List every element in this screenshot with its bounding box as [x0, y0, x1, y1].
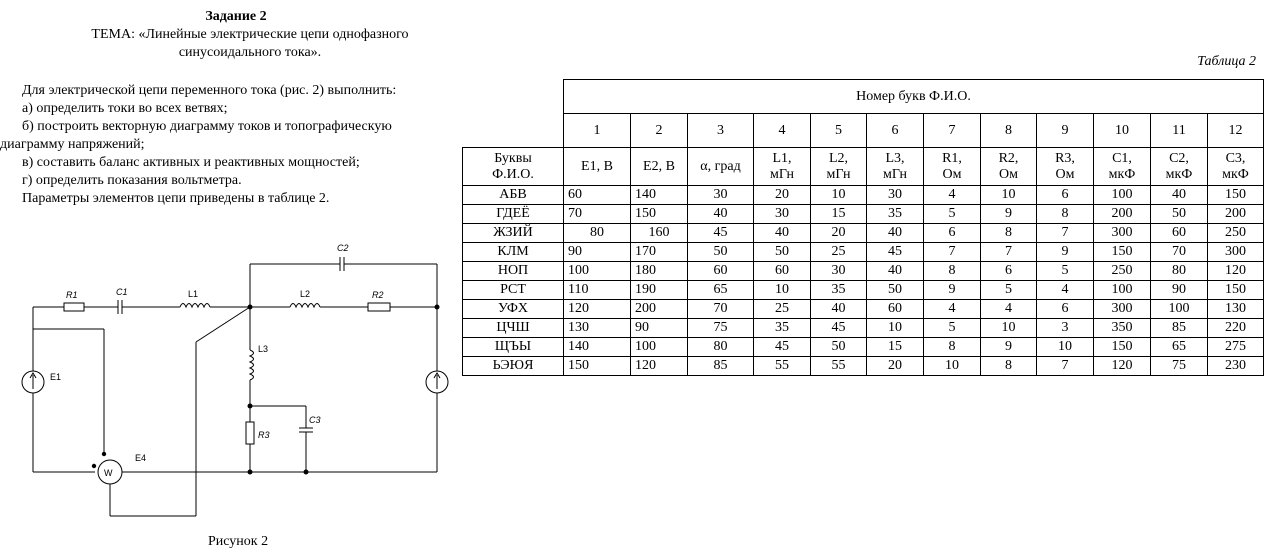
- column-number-cell: 5: [811, 114, 867, 148]
- value-cell: 65: [1151, 338, 1208, 357]
- value-cell: 8: [1037, 205, 1094, 224]
- value-cell: 160: [631, 224, 688, 243]
- value-cell: 20: [811, 224, 867, 243]
- parameters-table: [462, 79, 1264, 376]
- value-cell: 65: [688, 281, 754, 300]
- value-cell: 35: [811, 281, 867, 300]
- value-cell: 35: [754, 319, 811, 338]
- column-number-cell: 8: [981, 114, 1037, 148]
- param-header-name: R3,: [1055, 150, 1075, 166]
- value-cell: 150: [1208, 186, 1264, 205]
- column-number-cell: 9: [1037, 114, 1094, 148]
- table-row: [463, 319, 1264, 338]
- task-line: диаграмму напряжений;: [0, 137, 145, 152]
- label-r3: R3: [258, 430, 270, 440]
- value-cell: 9: [981, 338, 1037, 357]
- task-line: б) построить векторную диаграмму токов и топографическую: [22, 119, 392, 134]
- column-number-cell: 7: [924, 114, 981, 148]
- value-cell: 10: [867, 319, 924, 338]
- value-cell: 130: [1208, 300, 1264, 319]
- r1-resistor: [64, 303, 84, 311]
- param-header-cell: [1151, 148, 1208, 186]
- value-cell: 60: [754, 262, 811, 281]
- value-cell: 9: [924, 281, 981, 300]
- value-cell: 85: [688, 357, 754, 376]
- label-e1: E1: [50, 372, 62, 382]
- value-cell: 150: [1208, 281, 1264, 300]
- task-line: а) определить токи во всех ветвях;: [22, 101, 228, 116]
- task-line: Для электрической цепи переменного тока (рис. 2) выполнить:: [22, 83, 397, 98]
- value-cell: 55: [811, 357, 867, 376]
- value-cell: 230: [1208, 357, 1264, 376]
- value-cell: 10: [924, 357, 981, 376]
- value-cell: 45: [688, 224, 754, 243]
- param-header-cell: [631, 148, 688, 186]
- label-r1: R1: [66, 290, 78, 300]
- table-row: [463, 186, 1264, 205]
- letters-cell: УФХ: [463, 300, 564, 319]
- value-cell: 120: [631, 357, 688, 376]
- value-cell: 45: [867, 243, 924, 262]
- value-cell: 40: [754, 224, 811, 243]
- value-cell: 75: [688, 319, 754, 338]
- param-header-name: α, град: [700, 158, 741, 174]
- value-cell: 300: [1208, 243, 1264, 262]
- value-cell: 90: [1151, 281, 1208, 300]
- row-header-cell: [463, 148, 564, 186]
- r3-resistor: [246, 422, 254, 444]
- label-c2: C2: [337, 243, 349, 253]
- value-cell: 30: [754, 205, 811, 224]
- letters-cell: ЩЪЫ: [463, 338, 564, 357]
- value-cell: 90: [631, 319, 688, 338]
- value-cell: 40: [688, 205, 754, 224]
- value-cell: 110: [564, 281, 631, 300]
- value-cell: 25: [754, 300, 811, 319]
- value-cell: 75: [1151, 357, 1208, 376]
- param-header-name: R1,: [942, 150, 962, 166]
- value-cell: 100: [1094, 186, 1151, 205]
- letters-cell: ЬЭЮЯ: [463, 357, 564, 376]
- value-cell: 3: [1037, 319, 1094, 338]
- value-cell: 275: [1208, 338, 1264, 357]
- empty-corner-cell: [463, 80, 564, 148]
- value-cell: 150: [564, 357, 631, 376]
- value-cell: 100: [1151, 300, 1208, 319]
- value-cell: 45: [754, 338, 811, 357]
- value-cell: 60: [564, 186, 631, 205]
- param-header-cell: [754, 148, 811, 186]
- topic-line-1: ТЕМА: «Линейные электрические цепи однофазного: [91, 27, 409, 42]
- task-line: г) определить показания вольтметра.: [22, 173, 242, 188]
- param-header-unit: мГн: [826, 166, 851, 182]
- letters-cell: КЛМ: [463, 243, 564, 262]
- param-header-unit: мкФ: [1165, 166, 1193, 182]
- label-r2: R2: [372, 290, 384, 300]
- value-cell: 180: [631, 262, 688, 281]
- task-line: в) составить баланс активных и реактивных мощностей;: [22, 155, 360, 170]
- value-cell: 45: [811, 319, 867, 338]
- value-cell: 7: [924, 243, 981, 262]
- value-cell: 60: [1151, 224, 1208, 243]
- value-cell: 140: [631, 186, 688, 205]
- param-header-cell: [564, 148, 631, 186]
- value-cell: 50: [688, 243, 754, 262]
- value-cell: 200: [631, 300, 688, 319]
- column-number-cell: 3: [688, 114, 754, 148]
- param-header-unit: мГн: [883, 166, 907, 182]
- table-row: [463, 300, 1264, 319]
- param-header-unit: мГн: [770, 166, 794, 182]
- param-header-cell: [1208, 148, 1264, 186]
- param-header-name: С2,: [1169, 150, 1189, 166]
- param-header-cell: [1037, 148, 1094, 186]
- value-cell: 8: [981, 224, 1037, 243]
- value-cell: 190: [631, 281, 688, 300]
- r2-resistor: [368, 303, 390, 311]
- value-cell: 5: [981, 281, 1037, 300]
- param-header-unit: Ом: [999, 166, 1018, 182]
- value-cell: 130: [564, 319, 631, 338]
- value-cell: 15: [811, 205, 867, 224]
- param-header-cell: [867, 148, 924, 186]
- column-number-cell: 12: [1208, 114, 1264, 148]
- value-cell: 100: [1094, 281, 1151, 300]
- value-cell: 40: [811, 300, 867, 319]
- circuit-diagram: [0, 232, 460, 522]
- value-cell: 250: [1094, 262, 1151, 281]
- value-cell: 10: [981, 319, 1037, 338]
- value-cell: 30: [811, 262, 867, 281]
- param-header-name: L2,: [828, 150, 849, 166]
- param-header-unit: Ом: [1055, 166, 1075, 182]
- value-cell: 35: [867, 205, 924, 224]
- column-number-cell: 11: [1151, 114, 1208, 148]
- column-number-cell: 4: [754, 114, 811, 148]
- column-number-cell: 10: [1094, 114, 1151, 148]
- column-number-cell: 1: [564, 114, 631, 148]
- label-l1: L1: [188, 289, 199, 299]
- letters-cell: НОП: [463, 262, 564, 281]
- table-header-top: Номер букв Ф.И.О.: [564, 80, 1264, 114]
- value-cell: 90: [564, 243, 631, 262]
- letters-cell: АБВ: [463, 186, 564, 205]
- value-cell: 300: [1094, 300, 1151, 319]
- letters-cell: ЖЗИЙ: [463, 224, 564, 243]
- value-cell: 7: [1037, 224, 1094, 243]
- table-row: [463, 262, 1264, 281]
- task-line: Параметры элементов цепи приведены в таблице 2.: [22, 191, 330, 206]
- value-cell: 60: [688, 262, 754, 281]
- letters-cell: ГДЕЁ: [463, 205, 564, 224]
- table-row: [463, 205, 1264, 224]
- column-number-cell: 2: [631, 114, 688, 148]
- table-label: Таблица 2: [1197, 54, 1256, 69]
- value-cell: 50: [754, 243, 811, 262]
- value-cell: 15: [867, 338, 924, 357]
- table-row: [463, 357, 1264, 376]
- value-cell: 220: [1208, 319, 1264, 338]
- table-header-row: [463, 80, 1264, 114]
- value-cell: 5: [924, 205, 981, 224]
- value-cell: 10: [811, 186, 867, 205]
- value-cell: 5: [924, 319, 981, 338]
- value-cell: 40: [867, 224, 924, 243]
- param-header-cell: [1094, 148, 1151, 186]
- value-cell: 6: [924, 224, 981, 243]
- value-cell: 85: [1151, 319, 1208, 338]
- value-cell: 9: [981, 205, 1037, 224]
- value-cell: 5: [1037, 262, 1094, 281]
- param-header-unit: мкФ: [1222, 166, 1249, 182]
- value-cell: 7: [1037, 357, 1094, 376]
- param-header-name: L1,: [772, 150, 792, 166]
- value-cell: 4: [1037, 281, 1094, 300]
- param-header-cell: [981, 148, 1037, 186]
- value-cell: 80: [1151, 262, 1208, 281]
- value-cell: 200: [1208, 205, 1264, 224]
- value-cell: 40: [1151, 186, 1208, 205]
- l1-inductor: [180, 304, 210, 308]
- value-cell: 200: [1094, 205, 1151, 224]
- value-cell: 100: [564, 262, 631, 281]
- param-header-cell: [811, 148, 867, 186]
- param-header-name: Е2, В: [643, 158, 675, 174]
- value-cell: 120: [1208, 262, 1264, 281]
- row-header-line: Ф.И.О.: [492, 166, 534, 182]
- value-cell: 70: [688, 300, 754, 319]
- param-header-cell: [924, 148, 981, 186]
- value-cell: 9: [1037, 243, 1094, 262]
- value-cell: 10: [981, 186, 1037, 205]
- value-cell: 70: [564, 205, 631, 224]
- label-w: W: [104, 468, 113, 478]
- param-header-cell: [688, 148, 754, 186]
- value-cell: 20: [867, 357, 924, 376]
- value-cell: 170: [631, 243, 688, 262]
- value-cell: 8: [924, 262, 981, 281]
- table-numbers-row: [463, 114, 1264, 148]
- value-cell: 50: [867, 281, 924, 300]
- table-row: [463, 281, 1264, 300]
- value-cell: 10: [754, 281, 811, 300]
- value-cell: 80: [688, 338, 754, 357]
- table-row: [463, 224, 1264, 243]
- value-cell: 100: [631, 338, 688, 357]
- value-cell: 80: [564, 224, 631, 243]
- value-cell: 7: [981, 243, 1037, 262]
- value-cell: 6: [1037, 300, 1094, 319]
- value-cell: 6: [981, 262, 1037, 281]
- task-text: [0, 82, 460, 208]
- value-cell: 55: [754, 357, 811, 376]
- table-row: [463, 243, 1264, 262]
- value-cell: 150: [631, 205, 688, 224]
- param-header-name: С3,: [1225, 150, 1246, 166]
- value-cell: 40: [867, 262, 924, 281]
- table-body: [463, 80, 1264, 376]
- param-header-name: С1,: [1112, 150, 1132, 166]
- value-cell: 8: [981, 357, 1037, 376]
- value-cell: 8: [924, 338, 981, 357]
- label-e4: E4: [135, 453, 147, 463]
- table-params-row: [463, 148, 1264, 186]
- value-cell: 150: [1094, 338, 1151, 357]
- value-cell: 120: [564, 300, 631, 319]
- value-cell: 20: [754, 186, 811, 205]
- value-cell: 30: [867, 186, 924, 205]
- param-header-name: Е1, В: [581, 158, 613, 174]
- param-header-name: R2,: [998, 150, 1019, 166]
- column-number-cell: 6: [867, 114, 924, 148]
- value-cell: 70: [1151, 243, 1208, 262]
- table-row: [463, 338, 1264, 357]
- l2-inductor: [290, 304, 320, 308]
- value-cell: 350: [1094, 319, 1151, 338]
- letters-cell: ЦЧШ: [463, 319, 564, 338]
- letters-cell: РСТ: [463, 281, 564, 300]
- param-header-unit: Ом: [942, 166, 962, 182]
- value-cell: 30: [688, 186, 754, 205]
- value-cell: 50: [1151, 205, 1208, 224]
- topic-line-2: синусоидального тока».: [178, 45, 322, 60]
- value-cell: 25: [811, 243, 867, 262]
- value-cell: 10: [1037, 338, 1094, 357]
- param-header-name: L3,: [885, 150, 905, 166]
- l3-inductor: [250, 350, 254, 380]
- label-l2: L2: [300, 289, 311, 299]
- value-cell: 4: [924, 300, 981, 319]
- value-cell: 4: [924, 186, 981, 205]
- label-l3: L3: [258, 344, 269, 354]
- value-cell: 60: [867, 300, 924, 319]
- value-cell: 6: [1037, 186, 1094, 205]
- value-cell: 50: [811, 338, 867, 357]
- value-cell: 4: [981, 300, 1037, 319]
- figure-caption: Рисунок 2: [208, 534, 269, 549]
- title-block: [0, 8, 500, 62]
- assignment-heading: Задание 2: [205, 9, 267, 24]
- param-header-unit: мкФ: [1108, 166, 1136, 182]
- value-cell: 120: [1094, 357, 1151, 376]
- value-cell: 300: [1094, 224, 1151, 243]
- value-cell: 140: [564, 338, 631, 357]
- label-c3: C3: [309, 415, 321, 425]
- value-cell: 150: [1094, 243, 1151, 262]
- label-c1: C1: [116, 287, 128, 297]
- row-header-line: Буквы: [494, 150, 532, 166]
- value-cell: 250: [1208, 224, 1264, 243]
